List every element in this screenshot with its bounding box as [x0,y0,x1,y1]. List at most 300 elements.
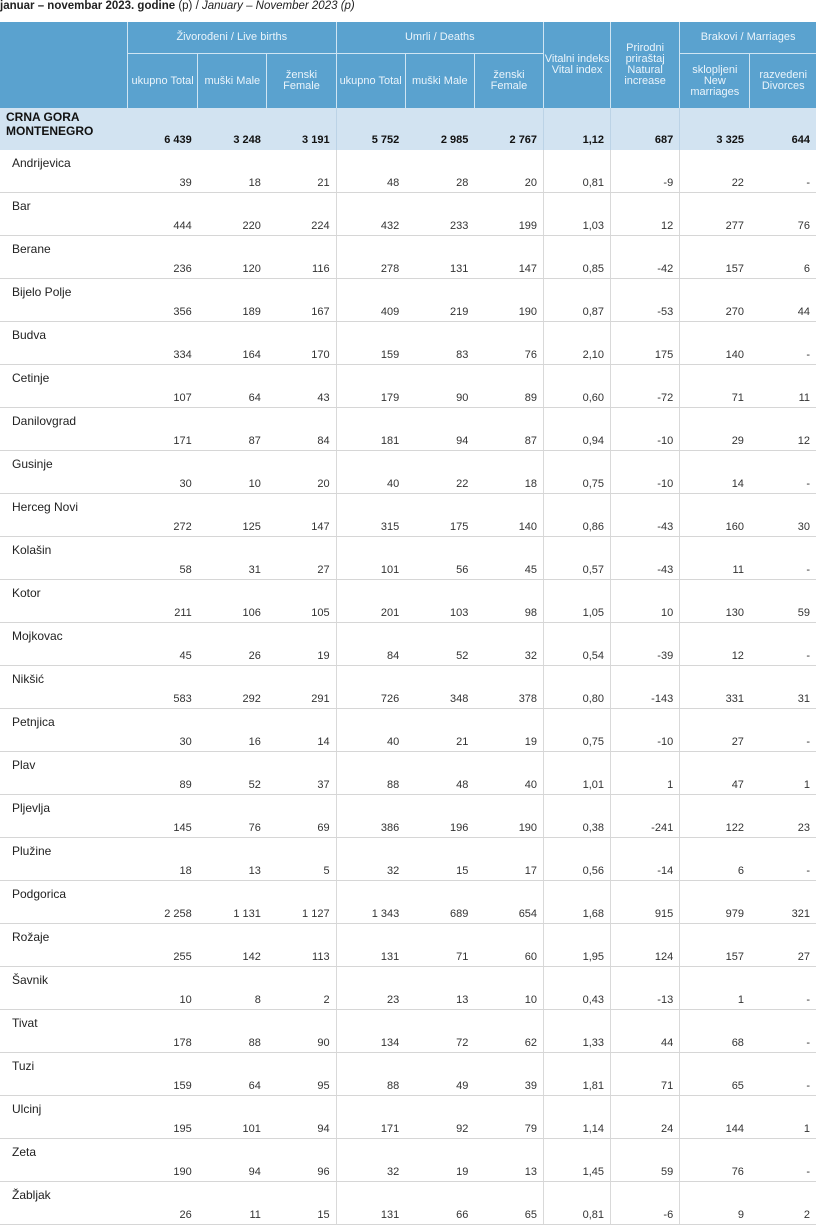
table-cell: 2 [750,1182,816,1225]
total-name-line1: CRNA GORA [6,110,80,124]
total-row [0,108,816,150]
municipality-name: Herceg Novi [0,494,128,537]
table-cell: - [750,1053,816,1096]
table-cell: 164 [198,322,267,365]
municipality-name: Tuzi [0,1053,128,1096]
table-cell: 159 [336,322,405,365]
table-row [0,494,816,537]
table-cell: 0,60 [544,365,611,408]
table-cell: 10 [198,451,267,494]
table-cell: 190 [474,279,543,322]
table-cell: 10 [128,967,198,1010]
table-cell: 10 [611,580,680,623]
table-cell: 40 [336,709,405,752]
table-cell: - [750,150,816,193]
table-cell: 95 [267,1053,336,1096]
table-cell: 0,43 [544,967,611,1010]
table-cell: 26 [128,1182,198,1225]
table-cell: 334 [128,322,198,365]
table-cell: 189 [198,279,267,322]
table-cell: 94 [198,1139,267,1182]
table-cell: 5 [267,838,336,881]
table-cell: 12 [680,623,750,666]
table-cell: 190 [128,1139,198,1182]
table-cell: 1 [680,967,750,1010]
table-cell: 18 [474,451,543,494]
table-row [0,1182,816,1225]
table-cell: 98 [474,580,543,623]
table-row [0,1139,816,1182]
table-cell: 19 [405,1139,474,1182]
table-cell: 171 [128,408,198,451]
table-cell: 64 [198,1053,267,1096]
table-cell: 140 [680,322,750,365]
table-cell: 32 [474,623,543,666]
table-cell: 11 [680,537,750,580]
table-cell: 19 [267,623,336,666]
table-cell: 386 [336,795,405,838]
municipality-name: Plužine [0,838,128,881]
header-corner [0,22,128,108]
table-cell: 291 [267,666,336,709]
table-cell: -39 [611,623,680,666]
table-cell: -143 [611,666,680,709]
table-cell: 160 [680,494,750,537]
table-cell: -10 [611,451,680,494]
table-cell: 30 [750,494,816,537]
municipality-name: Berane [0,236,128,279]
table-cell: 37 [267,752,336,795]
table-cell: 22 [680,150,750,193]
table-cell: 1,03 [544,193,611,236]
table-cell: 1 [750,752,816,795]
table-cell: 2 [267,967,336,1010]
table-cell: 6 [680,838,750,881]
table-cell: 45 [474,537,543,580]
header-vital-index: Vitalni indeks Vital index [544,22,611,108]
table-cell: - [750,709,816,752]
table-cell: 13 [198,838,267,881]
table-cell: 0,57 [544,537,611,580]
table-cell: 1,05 [544,580,611,623]
table-cell: -9 [611,150,680,193]
table-cell: 19 [474,709,543,752]
table-cell: 28 [405,150,474,193]
table-row [0,408,816,451]
table-cell: 39 [128,150,198,193]
table-cell: 272 [128,494,198,537]
table-cell: 44 [611,1010,680,1053]
table-cell: 236 [128,236,198,279]
table-cell: 79 [474,1096,543,1139]
table-cell: 0,86 [544,494,611,537]
table-cell: 1,14 [544,1096,611,1139]
table-cell: 45 [128,623,198,666]
table-cell: 23 [750,795,816,838]
table-cell: 71 [611,1053,680,1096]
table-row [0,924,816,967]
table-cell: -6 [611,1182,680,1225]
table-cell: 583 [128,666,198,709]
total-cell: 3 248 [198,108,267,150]
table-row [0,1096,816,1139]
table-cell: 96 [267,1139,336,1182]
municipality-name: Mojkovac [0,623,128,666]
table-cell: 654 [474,881,543,924]
table-cell: 48 [336,150,405,193]
table-cell: 0,56 [544,838,611,881]
table-cell: 29 [680,408,750,451]
table-cell: 356 [128,279,198,322]
table-cell: 90 [405,365,474,408]
municipality-name: Kolašin [0,537,128,580]
table-cell: 171 [336,1096,405,1139]
table-cell: 120 [198,236,267,279]
municipality-name: Petnjica [0,709,128,752]
table-cell: 49 [405,1053,474,1096]
table-cell: 726 [336,666,405,709]
table-row [0,193,816,236]
municipality-name: Budva [0,322,128,365]
table-cell: 167 [267,279,336,322]
table-cell: 20 [267,451,336,494]
table-cell: 170 [267,322,336,365]
header-births-male: muški Male [198,54,267,109]
table-row [0,150,816,193]
total-cell: 687 [611,108,680,150]
table-cell: 2,10 [544,322,611,365]
table-row [0,1010,816,1053]
table-cell: 224 [267,193,336,236]
table-cell: 94 [267,1096,336,1139]
table-cell: 71 [680,365,750,408]
table-row [0,580,816,623]
header-deaths-male: muški Male [405,54,474,109]
table-cell: 125 [198,494,267,537]
table-cell: 84 [267,408,336,451]
header-deaths: Umrli / Deaths [336,22,543,54]
table-cell: 71 [405,924,474,967]
table-cell: 278 [336,236,405,279]
table-cell: 39 [474,1053,543,1096]
table-cell: 18 [128,838,198,881]
table-cell: 24 [611,1096,680,1139]
table-cell: 116 [267,236,336,279]
municipality-name: Kotor [0,580,128,623]
table-cell: 113 [267,924,336,967]
table-cell: 9 [680,1182,750,1225]
table-row [0,967,816,1010]
table-cell: 144 [680,1096,750,1139]
table-cell: 14 [680,451,750,494]
table-cell: 321 [750,881,816,924]
table-cell: 199 [474,193,543,236]
municipality-name: Andrijevica [0,150,128,193]
table-cell: -10 [611,408,680,451]
table-cell: 979 [680,881,750,924]
table-cell: 0,38 [544,795,611,838]
municipality-name: Podgorica [0,881,128,924]
table-cell: 90 [267,1010,336,1053]
table-cell: 76 [198,795,267,838]
page-title-normal: (p) / [175,0,202,12]
municipality-name: Bijelo Polje [0,279,128,322]
table-cell: 159 [128,1053,198,1096]
table-cell: - [750,1139,816,1182]
table-row [0,451,816,494]
table-cell: 1 127 [267,881,336,924]
municipality-name: Plav [0,752,128,795]
table-cell: 378 [474,666,543,709]
table-cell: 13 [405,967,474,1010]
table-cell: 21 [267,150,336,193]
table-row [0,795,816,838]
table-cell: 1 [611,752,680,795]
municipality-name: Gusinje [0,451,128,494]
statistics-table [0,22,816,1225]
municipality-name: Zeta [0,1139,128,1182]
header-births-female: ženski Female [267,54,336,109]
table-cell: 1 131 [198,881,267,924]
table-cell: 255 [128,924,198,967]
table-cell: 157 [680,924,750,967]
table-cell: 12 [750,408,816,451]
table-cell: -241 [611,795,680,838]
table-cell: 142 [198,924,267,967]
table-cell: 178 [128,1010,198,1053]
table-cell: 94 [405,408,474,451]
table-cell: 31 [750,666,816,709]
table-header [0,22,816,108]
table-row [0,623,816,666]
table-cell: 101 [198,1096,267,1139]
table-cell: 87 [198,408,267,451]
table-cell: 14 [267,709,336,752]
table-cell: - [750,451,816,494]
table-cell: 6 [750,236,816,279]
table-cell: 131 [336,924,405,967]
municipality-name: Cetinje [0,365,128,408]
table-cell: 83 [405,322,474,365]
table-cell: 201 [336,580,405,623]
table-body [0,108,816,1225]
table-cell: 0,80 [544,666,611,709]
table-cell: 107 [128,365,198,408]
table-cell: 292 [198,666,267,709]
table-cell: 101 [336,537,405,580]
table-cell: 157 [680,236,750,279]
table-cell: - [750,322,816,365]
table-cell: 68 [680,1010,750,1053]
table-cell: 131 [405,236,474,279]
table-cell: 432 [336,193,405,236]
total-name-line2: MONTENEGRO [6,124,94,138]
table-cell: 0,87 [544,279,611,322]
table-cell: 65 [474,1182,543,1225]
table-cell: -42 [611,236,680,279]
table-cell: 1 343 [336,881,405,924]
table-cell: 32 [336,838,405,881]
header-natural-increase: Prirodni priraštaj Natural increase [611,22,680,108]
total-cell: 3 325 [680,108,750,150]
total-cell: 644 [750,108,816,150]
table-row [0,365,816,408]
table-cell: 31 [198,537,267,580]
page-title-italic: January – November 2023 (p) [201,0,355,12]
municipality-name: Danilovgrad [0,408,128,451]
table-cell: 175 [611,322,680,365]
total-cell: 6 439 [128,108,198,150]
table-cell: 27 [680,709,750,752]
total-cell: 3 191 [267,108,336,150]
table-cell: 69 [267,795,336,838]
table-cell: 30 [128,709,198,752]
table-cell: 179 [336,365,405,408]
table-cell: 0,75 [544,451,611,494]
table-cell: 277 [680,193,750,236]
total-cell: 2 985 [405,108,474,150]
table-cell: 26 [198,623,267,666]
table-cell: 89 [474,365,543,408]
table-cell: 52 [198,752,267,795]
table-cell: 76 [474,322,543,365]
table-cell: 13 [474,1139,543,1182]
table-cell: - [750,623,816,666]
table-cell: 59 [611,1139,680,1182]
table-cell: 444 [128,193,198,236]
table-cell: 147 [474,236,543,279]
table-cell: 689 [405,881,474,924]
table-cell: 219 [405,279,474,322]
table-cell: 89 [128,752,198,795]
table-cell: -43 [611,494,680,537]
table-cell: 59 [750,580,816,623]
table-cell: 60 [474,924,543,967]
table-cell: 0,94 [544,408,611,451]
municipality-name: Žabljak [0,1182,128,1225]
table-cell: 0,75 [544,709,611,752]
table-cell: 15 [267,1182,336,1225]
table-cell: 88 [336,752,405,795]
table-cell: 11 [750,365,816,408]
table-row [0,881,816,924]
header-births-total: ukupno Total [128,54,198,109]
table-cell: 1 [750,1096,816,1139]
table-cell: 0,54 [544,623,611,666]
table-cell: 23 [336,967,405,1010]
table-cell: 195 [128,1096,198,1139]
table-cell: 92 [405,1096,474,1139]
table-cell: 72 [405,1010,474,1053]
table-row [0,666,816,709]
municipality-name: Šavnik [0,967,128,1010]
municipality-name: Tivat [0,1010,128,1053]
table-cell: 1,95 [544,924,611,967]
table-cell: 315 [336,494,405,537]
table-cell: -14 [611,838,680,881]
table-cell: -53 [611,279,680,322]
table-cell: 140 [474,494,543,537]
table-cell: 1,81 [544,1053,611,1096]
table-cell: 122 [680,795,750,838]
table-cell: 0,81 [544,1182,611,1225]
table-cell: 16 [198,709,267,752]
table-cell: 43 [267,365,336,408]
total-row-name [0,108,128,150]
table-cell: 348 [405,666,474,709]
table-row [0,838,816,881]
table-cell: 103 [405,580,474,623]
table-cell: -10 [611,709,680,752]
table-cell: 76 [680,1139,750,1182]
table-cell: 0,81 [544,150,611,193]
page-title [0,0,822,20]
table-cell: 66 [405,1182,474,1225]
table-cell: 56 [405,537,474,580]
table-row [0,322,816,365]
header-deaths-female: ženski Female [474,54,543,109]
table-cell: 1,45 [544,1139,611,1182]
table-cell: 131 [336,1182,405,1225]
table-cell: 409 [336,279,405,322]
table-cell: 64 [198,365,267,408]
header-live-births: Živorođeni / Live births [128,22,337,54]
header-new-marriages: sklopljeni New marriages [680,54,750,109]
table-cell: 87 [474,408,543,451]
table-cell: 130 [680,580,750,623]
total-cell: 1,12 [544,108,611,150]
table-cell: 331 [680,666,750,709]
table-cell: 52 [405,623,474,666]
header-deaths-total: ukupno Total [336,54,405,109]
table-cell: 62 [474,1010,543,1053]
total-cell: 2 767 [474,108,543,150]
table-cell: 105 [267,580,336,623]
table-cell: 18 [198,150,267,193]
table-cell: 1,68 [544,881,611,924]
table-cell: - [750,1010,816,1053]
table-cell: 145 [128,795,198,838]
table-cell: 1,33 [544,1010,611,1053]
table-cell: 88 [198,1010,267,1053]
table-cell: 915 [611,881,680,924]
table-cell: 190 [474,795,543,838]
municipality-name: Nikšić [0,666,128,709]
table-cell: 106 [198,580,267,623]
table-cell: 44 [750,279,816,322]
table-cell: 17 [474,838,543,881]
table-cell: 12 [611,193,680,236]
table-cell: 233 [405,193,474,236]
table-cell: 196 [405,795,474,838]
table-cell: 10 [474,967,543,1010]
table-cell: 21 [405,709,474,752]
table-row [0,709,816,752]
table-cell: 20 [474,150,543,193]
table-cell: 58 [128,537,198,580]
table-cell: - [750,838,816,881]
table-cell: 27 [267,537,336,580]
table-cell: 11 [198,1182,267,1225]
table-cell: 47 [680,752,750,795]
table-cell: 30 [128,451,198,494]
table-cell: 65 [680,1053,750,1096]
municipality-name: Pljevlja [0,795,128,838]
header-marriages: Brakovi / Marriages [680,22,816,54]
table-cell: 32 [336,1139,405,1182]
header-divorces: razvedeni Divorces [750,54,816,109]
table-row [0,752,816,795]
